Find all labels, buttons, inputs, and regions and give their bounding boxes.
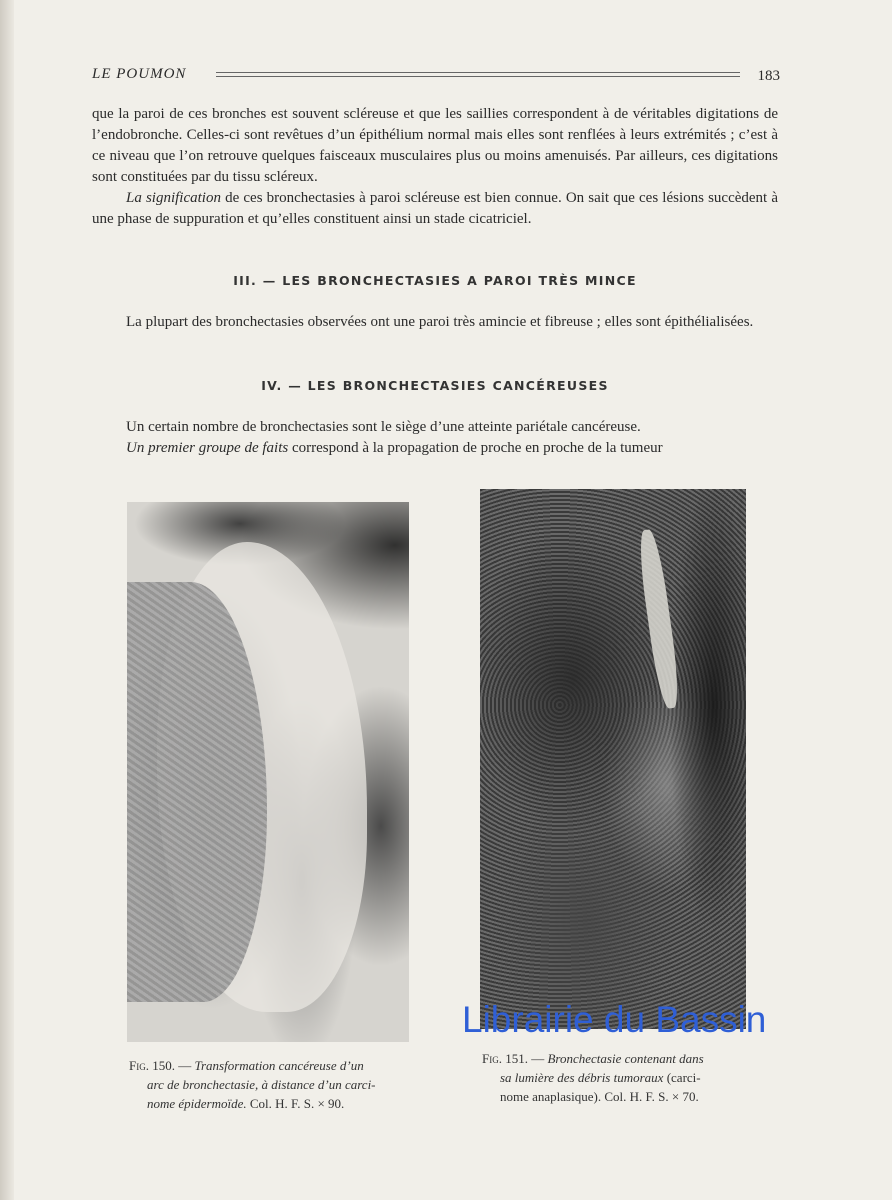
- figure-151-caption-line2-rest: (carci-: [663, 1070, 701, 1085]
- figure-151-micrograph: [480, 489, 746, 1029]
- figure-151-cleft: [636, 528, 683, 709]
- paragraph-2: [92, 188, 778, 230]
- figure-151-label: Fig. 151.: [482, 1051, 528, 1066]
- figure-150-caption: Fig. 150. — Transformation cancéreuse d’un arc de bronchectasie, à distance d’un carci- nome épidermoïde. Col. H. F. S. × 90.: [129, 1056, 419, 1113]
- page-gutter-shadow: [0, 0, 14, 1200]
- paragraph-5-lead: Un premier groupe de faits: [126, 440, 289, 456]
- figure-151-caption-line3: nome anaplasique). Col. H. F. S. × 70.: [500, 1089, 699, 1104]
- section-heading-iii: III. — LES BRONCHECTASIES A PAROI TRÈS MINCE: [233, 273, 637, 288]
- figure-151-caption-line1: Bronchectasie contenant dans: [547, 1051, 704, 1066]
- paragraph-2-lead: La signification: [126, 190, 221, 206]
- paragraph-3-text: La plupart des bronchectasies observées ont une paroi très amincie et fibreuse ; elles sont épithélialisées.: [126, 314, 754, 330]
- paragraph-5: [92, 438, 778, 459]
- running-head: [92, 66, 780, 86]
- page-number: 183: [757, 68, 780, 84]
- running-head-title: LE POUMON: [92, 66, 187, 82]
- figure-151-caption: Fig. 151. — Bronchectasie contenant dans sa lumière des débris tumoraux (carci- nome anaplasique). Col. H. F. S. × 70.: [482, 1049, 772, 1106]
- figure-150-caption-line2: arc de bronchectasie, à distance d’un carci-: [147, 1077, 376, 1092]
- paragraph-1-text: que la paroi de ces bronches est souvent scléreuse et que les saillies correspondent à de véritables digitations de l’endobronche. Celles-ci sont revêtues d’un épithélium normal mais elles sont renflées à leurs extrémités ; c’est à ce niveau que l’on retrouve quelques faisceaux musculaires plus ou moins amenuisés. Par ailleurs, ces digitations sont constituées par du tissu scléreux.: [92, 106, 778, 185]
- paragraph-2-text: de ces bronchectasies à paroi scléreuse est bien connue. On sait que ces lésions succèdent à une phase de suppuration et qu’elles constituent ainsi un stade cicatriciel.: [92, 190, 778, 227]
- paragraph-4-text: Un certain nombre de bronchectasies sont le siège d’une atteinte pariétale cancéreuse.: [126, 419, 641, 435]
- figure-150-caption-line3-rest: Col. H. F. S. × 90.: [246, 1096, 345, 1111]
- section-heading-iv: IV. — LES BRONCHECTASIES CANCÉREUSES: [261, 378, 609, 393]
- paragraph-3: [92, 312, 778, 333]
- paragraph-1: [92, 104, 778, 188]
- figure-151-caption-line2: sa lumière des débris tumoraux: [500, 1070, 664, 1085]
- watermark: Librairie du Bassin: [462, 999, 767, 1040]
- figure-150-label: Fig. 150.: [129, 1058, 175, 1073]
- figure-150-caption-line1: Transformation cancéreuse d’un: [194, 1058, 364, 1073]
- figure-150-micrograph: [127, 502, 409, 1042]
- running-head-rule: [216, 72, 740, 77]
- paragraph-4: [92, 417, 778, 438]
- figure-150-caption-line3: nome épidermoïde.: [147, 1096, 247, 1111]
- paragraph-5-text: correspond à la propagation de proche en proche de la tumeur: [288, 440, 663, 456]
